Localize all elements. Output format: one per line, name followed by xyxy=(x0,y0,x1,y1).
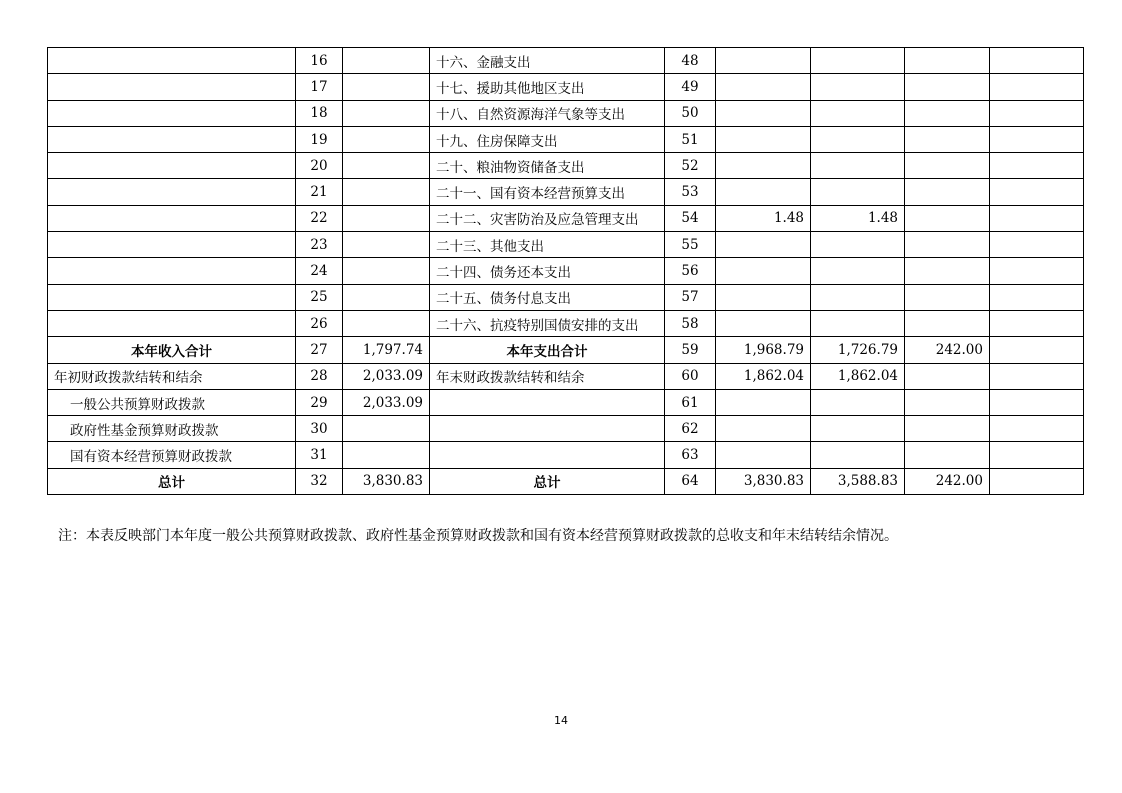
income-amount-cell xyxy=(343,153,430,179)
page-number: 14 xyxy=(554,714,568,727)
income-amount-cell xyxy=(343,179,430,205)
income-row-number-cell: 31 xyxy=(296,442,343,468)
expense-basic-cell: 1.48 xyxy=(811,205,905,231)
table-row xyxy=(48,310,1084,336)
expense-project-cell xyxy=(905,153,990,179)
income-amount-cell xyxy=(343,232,430,258)
extra-cell xyxy=(990,337,1084,363)
extra-cell xyxy=(990,363,1084,389)
expense-item-cell: 年末财政拨款结转和结余 xyxy=(430,363,665,389)
expense-total-cell xyxy=(716,232,811,258)
table-row xyxy=(48,363,1084,389)
expense-item-cell: 二十五、债务付息支出 xyxy=(430,284,665,310)
expense-total-cell xyxy=(716,416,811,442)
expense-basic-cell xyxy=(811,153,905,179)
extra-cell xyxy=(990,74,1084,100)
expense-item-cell: 十八、自然资源海洋气象等支出 xyxy=(430,100,665,126)
expense-basic-cell xyxy=(811,310,905,336)
income-item-cell: 年初财政拨款结转和结余 xyxy=(48,363,296,389)
table-row xyxy=(48,100,1084,126)
expense-basic-cell xyxy=(811,284,905,310)
table-note: 注：本表反映部门本年度一般公共预算财政拨款、政府性基金预算财政拨款和国有资本经营预算财政拨款的总收支和年末结转结余情况。 xyxy=(58,528,898,544)
extra-cell xyxy=(990,310,1084,336)
income-row-number-cell: 28 xyxy=(296,363,343,389)
income-row-number-cell: 18 xyxy=(296,100,343,126)
table-row xyxy=(48,416,1084,442)
income-row-number-cell: 20 xyxy=(296,153,343,179)
expense-project-cell xyxy=(905,205,990,231)
expense-item-cell xyxy=(430,389,665,415)
expense-project-cell xyxy=(905,48,990,74)
expense-item-cell xyxy=(430,416,665,442)
expense-total-cell xyxy=(716,153,811,179)
expense-basic-cell xyxy=(811,74,905,100)
table-row xyxy=(48,468,1084,494)
income-item-cell xyxy=(48,126,296,152)
income-row-number-cell: 27 xyxy=(296,337,343,363)
extra-cell xyxy=(990,284,1084,310)
table-row xyxy=(48,258,1084,284)
expense-total-cell xyxy=(716,310,811,336)
table-row xyxy=(48,389,1084,415)
expense-total-cell xyxy=(716,442,811,468)
table-body xyxy=(48,48,1084,495)
income-item-cell: 总计 xyxy=(48,468,296,494)
expense-project-cell xyxy=(905,442,990,468)
expense-basic-cell xyxy=(811,442,905,468)
expense-row-number-cell: 58 xyxy=(665,310,716,336)
expense-row-number-cell: 52 xyxy=(665,153,716,179)
income-amount-cell xyxy=(343,442,430,468)
expense-project-cell xyxy=(905,126,990,152)
income-item-cell xyxy=(48,179,296,205)
income-item-cell xyxy=(48,310,296,336)
income-amount-cell: 3,830.83 xyxy=(343,468,430,494)
expense-total-cell: 1,968.79 xyxy=(716,337,811,363)
expense-total-cell xyxy=(716,389,811,415)
extra-cell xyxy=(990,389,1084,415)
income-amount-cell xyxy=(343,416,430,442)
income-amount-cell xyxy=(343,100,430,126)
income-amount-cell xyxy=(343,258,430,284)
expense-basic-cell xyxy=(811,48,905,74)
income-amount-cell xyxy=(343,48,430,74)
extra-cell xyxy=(990,258,1084,284)
expense-item-cell xyxy=(430,442,665,468)
expense-basic-cell xyxy=(811,179,905,205)
expense-project-cell xyxy=(905,416,990,442)
expense-row-number-cell: 56 xyxy=(665,258,716,284)
expense-item-cell: 二十、粮油物资储备支出 xyxy=(430,153,665,179)
expense-row-number-cell: 61 xyxy=(665,389,716,415)
income-row-number-cell: 25 xyxy=(296,284,343,310)
income-amount-cell xyxy=(343,310,430,336)
expense-project-cell xyxy=(905,310,990,336)
income-item-cell: 一般公共预算财政拨款 xyxy=(48,389,296,415)
expense-basic-cell xyxy=(811,126,905,152)
expense-item-cell: 二十四、债务还本支出 xyxy=(430,258,665,284)
table-row xyxy=(48,205,1084,231)
income-row-number-cell: 26 xyxy=(296,310,343,336)
table-row xyxy=(48,74,1084,100)
expense-total-cell xyxy=(716,284,811,310)
income-item-cell: 政府性基金预算财政拨款 xyxy=(48,416,296,442)
income-item-cell xyxy=(48,100,296,126)
finance-table xyxy=(47,47,1084,495)
extra-cell xyxy=(990,153,1084,179)
table-row xyxy=(48,126,1084,152)
expense-item-cell: 二十一、国有资本经营预算支出 xyxy=(430,179,665,205)
expense-row-number-cell: 57 xyxy=(665,284,716,310)
expense-row-number-cell: 55 xyxy=(665,232,716,258)
expense-total-cell xyxy=(716,100,811,126)
income-row-number-cell: 23 xyxy=(296,232,343,258)
income-item-cell xyxy=(48,48,296,74)
income-item-cell xyxy=(48,232,296,258)
expense-item-cell: 十九、住房保障支出 xyxy=(430,126,665,152)
expense-project-cell xyxy=(905,389,990,415)
income-item-cell xyxy=(48,74,296,100)
income-amount-cell: 2,033.09 xyxy=(343,389,430,415)
income-item-cell: 国有资本经营预算财政拨款 xyxy=(48,442,296,468)
expense-total-cell: 1,862.04 xyxy=(716,363,811,389)
expense-project-cell xyxy=(905,74,990,100)
expense-row-number-cell: 48 xyxy=(665,48,716,74)
expense-basic-cell: 1,726.79 xyxy=(811,337,905,363)
expense-row-number-cell: 63 xyxy=(665,442,716,468)
expense-total-cell: 3,830.83 xyxy=(716,468,811,494)
income-item-cell: 本年收入合计 xyxy=(48,337,296,363)
expense-project-cell xyxy=(905,258,990,284)
extra-cell xyxy=(990,205,1084,231)
expense-total-cell xyxy=(716,258,811,284)
expense-row-number-cell: 51 xyxy=(665,126,716,152)
expense-project-cell xyxy=(905,232,990,258)
income-item-cell xyxy=(48,153,296,179)
income-row-number-cell: 24 xyxy=(296,258,343,284)
income-amount-cell xyxy=(343,74,430,100)
expense-project-cell xyxy=(905,100,990,126)
extra-cell xyxy=(990,232,1084,258)
income-row-number-cell: 30 xyxy=(296,416,343,442)
expense-row-number-cell: 49 xyxy=(665,74,716,100)
income-amount-cell: 1,797.74 xyxy=(343,337,430,363)
extra-cell xyxy=(990,100,1084,126)
table-row xyxy=(48,232,1084,258)
extra-cell xyxy=(990,442,1084,468)
expense-total-cell xyxy=(716,126,811,152)
expense-item-cell: 二十六、抗疫特别国债安排的支出 xyxy=(430,310,665,336)
income-amount-cell xyxy=(343,284,430,310)
extra-cell xyxy=(990,468,1084,494)
income-item-cell xyxy=(48,284,296,310)
expense-basic-cell xyxy=(811,100,905,126)
extra-cell xyxy=(990,48,1084,74)
expense-total-cell xyxy=(716,48,811,74)
table-row xyxy=(48,48,1084,74)
expense-total-cell xyxy=(716,179,811,205)
expense-item-cell: 本年支出合计 xyxy=(430,337,665,363)
expense-basic-cell xyxy=(811,416,905,442)
expense-project-cell: 242.00 xyxy=(905,468,990,494)
table-row xyxy=(48,153,1084,179)
expense-project-cell xyxy=(905,179,990,205)
expense-basic-cell: 3,588.83 xyxy=(811,468,905,494)
income-row-number-cell: 29 xyxy=(296,389,343,415)
expense-project-cell xyxy=(905,284,990,310)
income-row-number-cell: 22 xyxy=(296,205,343,231)
extra-cell xyxy=(990,416,1084,442)
expense-total-cell: 1.48 xyxy=(716,205,811,231)
expense-project-cell xyxy=(905,363,990,389)
expense-row-number-cell: 59 xyxy=(665,337,716,363)
expense-row-number-cell: 62 xyxy=(665,416,716,442)
income-amount-cell: 2,033.09 xyxy=(343,363,430,389)
expense-basic-cell xyxy=(811,389,905,415)
expense-item-cell: 二十二、灾害防治及应急管理支出 xyxy=(430,205,665,231)
expense-project-cell: 242.00 xyxy=(905,337,990,363)
table-row xyxy=(48,284,1084,310)
income-amount-cell xyxy=(343,126,430,152)
table-row xyxy=(48,179,1084,205)
income-row-number-cell: 21 xyxy=(296,179,343,205)
expense-row-number-cell: 60 xyxy=(665,363,716,389)
income-row-number-cell: 17 xyxy=(296,74,343,100)
expense-basic-cell xyxy=(811,258,905,284)
expense-total-cell xyxy=(716,74,811,100)
income-amount-cell xyxy=(343,205,430,231)
table-row xyxy=(48,442,1084,468)
expense-item-cell: 二十三、其他支出 xyxy=(430,232,665,258)
income-item-cell xyxy=(48,205,296,231)
expense-row-number-cell: 54 xyxy=(665,205,716,231)
income-item-cell xyxy=(48,258,296,284)
expense-basic-cell: 1,862.04 xyxy=(811,363,905,389)
extra-cell xyxy=(990,126,1084,152)
table-row xyxy=(48,337,1084,363)
expense-row-number-cell: 53 xyxy=(665,179,716,205)
expense-basic-cell xyxy=(811,232,905,258)
expense-item-cell: 十七、援助其他地区支出 xyxy=(430,74,665,100)
expense-item-cell: 总计 xyxy=(430,468,665,494)
income-row-number-cell: 16 xyxy=(296,48,343,74)
income-row-number-cell: 32 xyxy=(296,468,343,494)
expense-row-number-cell: 50 xyxy=(665,100,716,126)
expense-row-number-cell: 64 xyxy=(665,468,716,494)
expense-item-cell: 十六、金融支出 xyxy=(430,48,665,74)
income-row-number-cell: 19 xyxy=(296,126,343,152)
extra-cell xyxy=(990,179,1084,205)
